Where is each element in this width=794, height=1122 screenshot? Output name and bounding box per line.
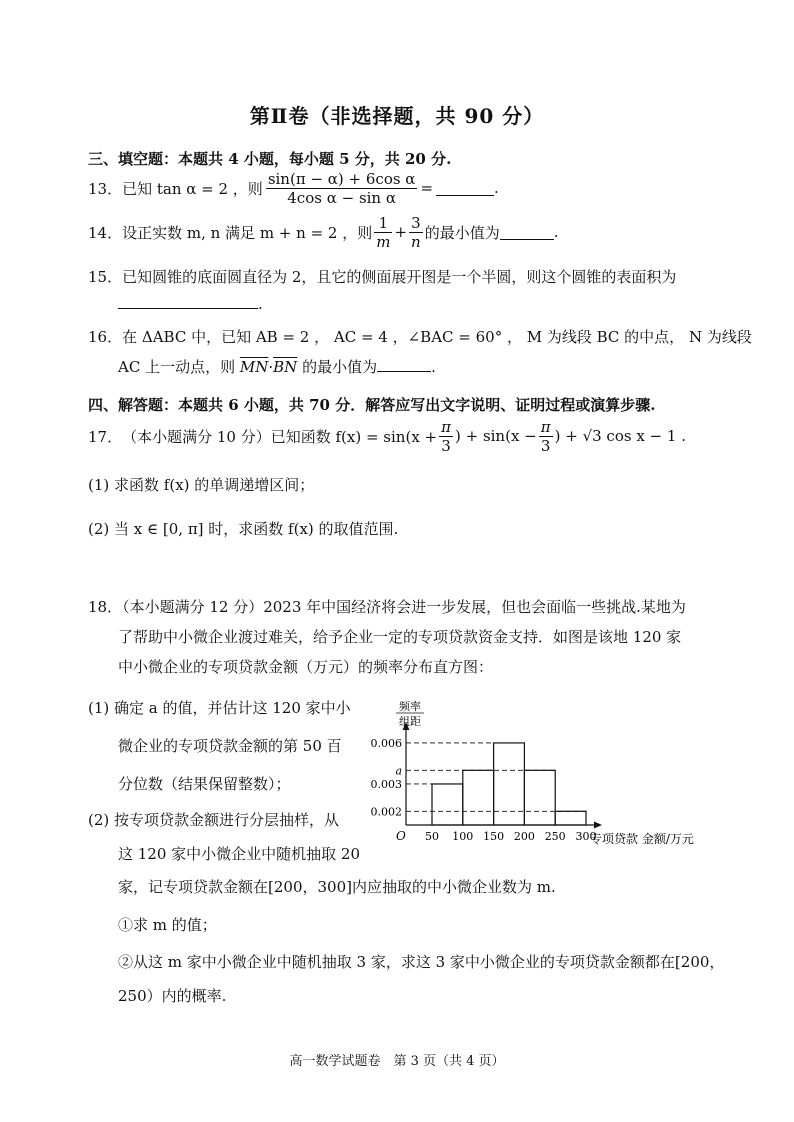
fraction	[409, 214, 423, 251]
question-text: 已知 tan α = 2 ，则	[122, 179, 263, 198]
vector-mn: $\overline{MN}$	[239, 358, 269, 376]
answer-blank[interactable]	[436, 181, 494, 196]
frequency-histogram	[360, 698, 720, 850]
question-text: 的最小值为	[424, 223, 500, 242]
question-15	[88, 266, 676, 287]
denominator: 4cos α − sin α	[287, 188, 396, 207]
y-tick-label: 0.002	[370, 805, 402, 819]
histogram-bar	[494, 743, 525, 825]
question-17-part-1: (1) 求函数 f(x) 的单调递增区间；	[88, 476, 315, 494]
page-title: 第Ⅱ卷（非选择题，共 90 分）	[249, 104, 545, 128]
y-tick-label: 0.003	[370, 777, 402, 791]
question-number: 18．	[88, 598, 123, 616]
question-18-part-1-line-1: (1) 确定 a 的值，并估计这 120 家中小	[88, 699, 351, 717]
denominator: 3	[441, 436, 451, 455]
numerator: π	[441, 417, 451, 436]
origin-label: O	[396, 829, 406, 843]
vector-bn: $\overline{BN}$	[273, 358, 298, 376]
question-18-part-2-line-2: 这 120 家中小微企业中随机抽取 20	[118, 845, 361, 863]
equals-sign: =	[420, 179, 434, 197]
y-label-top: 频率	[399, 700, 421, 713]
question-18-line-3: 中小微企业的专项贷款金额（万元）的频率分布直方图：	[118, 658, 494, 676]
question-number: 17．	[88, 427, 123, 446]
question-text: 设正实数 m, n 满足 m + n = 2 ，则	[122, 223, 373, 242]
denominator: n	[411, 232, 421, 251]
y-tick-label: a	[395, 764, 402, 778]
question-18	[88, 596, 686, 617]
x-tick-label: 100	[452, 830, 474, 843]
question-18-part-1-line-3: 分位数（结果保留整数）；	[118, 775, 291, 793]
question-13	[88, 168, 499, 208]
histogram-dashed-lines	[406, 743, 586, 811]
histogram-bar	[555, 811, 586, 825]
question-number: 14．	[88, 223, 123, 242]
period: .	[258, 295, 263, 313]
question-18-part-1-line-2: 微企业的专项贷款金额的第 50 百	[118, 737, 342, 755]
question-18-part-2-subq-2-cont: 250）内的概率.	[118, 987, 227, 1005]
fraction	[374, 214, 392, 251]
question-text: AC 上一动点，则	[118, 358, 236, 376]
question-18-part-2-subq-2: ②从这 m 家中小微企业中随机抽取 3 家，求这 3 家中小微企业的专项贷款金额都在[200，	[118, 953, 725, 971]
period: .	[494, 179, 499, 197]
page-footer: 高一数学试题卷 第 3 页（共 4 页）	[289, 1054, 505, 1069]
histogram-bar	[524, 770, 555, 825]
question-text: ) + √3 cos x − 1 .	[554, 427, 686, 445]
question-text: 的最小值为	[302, 358, 378, 376]
question-number: 15．	[88, 268, 123, 286]
histogram-bar	[432, 784, 463, 825]
denominator: m	[376, 232, 391, 251]
answer-blank[interactable]	[500, 225, 554, 240]
question-text: （本小题满分 10 分）已知函数 f(x) = sin(x +	[122, 427, 438, 446]
x-tick-label: 150	[483, 830, 505, 843]
x-tick-label: 200	[513, 830, 535, 843]
fraction	[266, 170, 418, 207]
x-axis-arrow	[594, 822, 602, 829]
dot-product-sign: ·	[268, 358, 274, 376]
histogram-bars	[432, 743, 586, 825]
question-17-part-2: (2) 当 x ∈ [0, π] 时，求函数 f(x) 的取值范围.	[88, 520, 399, 538]
period: .	[553, 223, 559, 241]
question-18-line-2: 了帮助中小微企业渡过难关，给予企业一定的专项贷款资金支持．如图是该地 120 家	[118, 628, 682, 646]
question-18-part-2-line-1: (2) 按专项贷款金额进行分层抽样，从	[88, 811, 340, 829]
x-axis-label: 专项贷款 金额/万元	[590, 832, 694, 846]
question-18-part-2-subq-1: ①求 m 的值；	[118, 916, 217, 934]
y-label-bottom: 组距	[399, 715, 421, 728]
question-15-answer-line	[118, 294, 263, 313]
x-tick-label: 250	[544, 830, 566, 843]
question-number: 16．	[88, 328, 123, 346]
question-text: 已知圆锥的底面圆直径为 2，且它的侧面展开图是一个半圆，则这个圆锥的表面积为	[122, 268, 677, 286]
numerator: sin(π − α) + 6cos α	[267, 169, 416, 188]
question-14	[88, 212, 559, 252]
question-16-line-2	[118, 356, 436, 377]
section-solution-heading: 四、解答题：本题共 6 小题，共 70 分．解答应写出文字说明、证明过程或演算步骤.	[88, 396, 656, 414]
fraction-pi-over-3	[439, 418, 453, 455]
numerator: π	[540, 417, 551, 436]
question-text: （本小题满分 12 分）2023 年中国经济将会进一步发展，但也会面临一些挑战.某地为	[122, 598, 686, 616]
x-tick-label: 300	[575, 830, 597, 843]
question-number: 13．	[88, 179, 123, 198]
histogram-bar	[463, 770, 494, 825]
question-18-part-2-line-3: 家，记专项贷款金额在[200，300]内应抽取的中小微企业数为 m.	[118, 878, 556, 896]
question-text: 在 ΔABC 中，已知 AB = 2 ， AC = 4 ，∠BAC = 60° ， M 为线段 BC 的中点， N 为线段	[122, 328, 752, 346]
numerator: 1	[374, 214, 392, 233]
x-tick-label: 50	[425, 830, 439, 843]
question-16	[88, 326, 752, 347]
question-text: ) + sin(x −	[454, 427, 537, 445]
x-tick-labels	[425, 830, 597, 843]
y-tick-label: 0.006	[370, 736, 402, 750]
denominator: 3	[540, 436, 551, 455]
numerator: 3	[409, 214, 423, 233]
plus-sign: +	[394, 223, 408, 241]
y-tick-labels	[371, 737, 403, 818]
fraction-pi-over-3	[539, 418, 553, 455]
period: .	[431, 358, 436, 376]
answer-blank[interactable]	[118, 294, 258, 309]
answer-blank[interactable]	[377, 357, 431, 372]
question-17	[88, 414, 686, 458]
section-fill-blank-heading: 三、填空题：本题共 4 小题，每小题 5 分，共 20 分.	[88, 150, 452, 168]
